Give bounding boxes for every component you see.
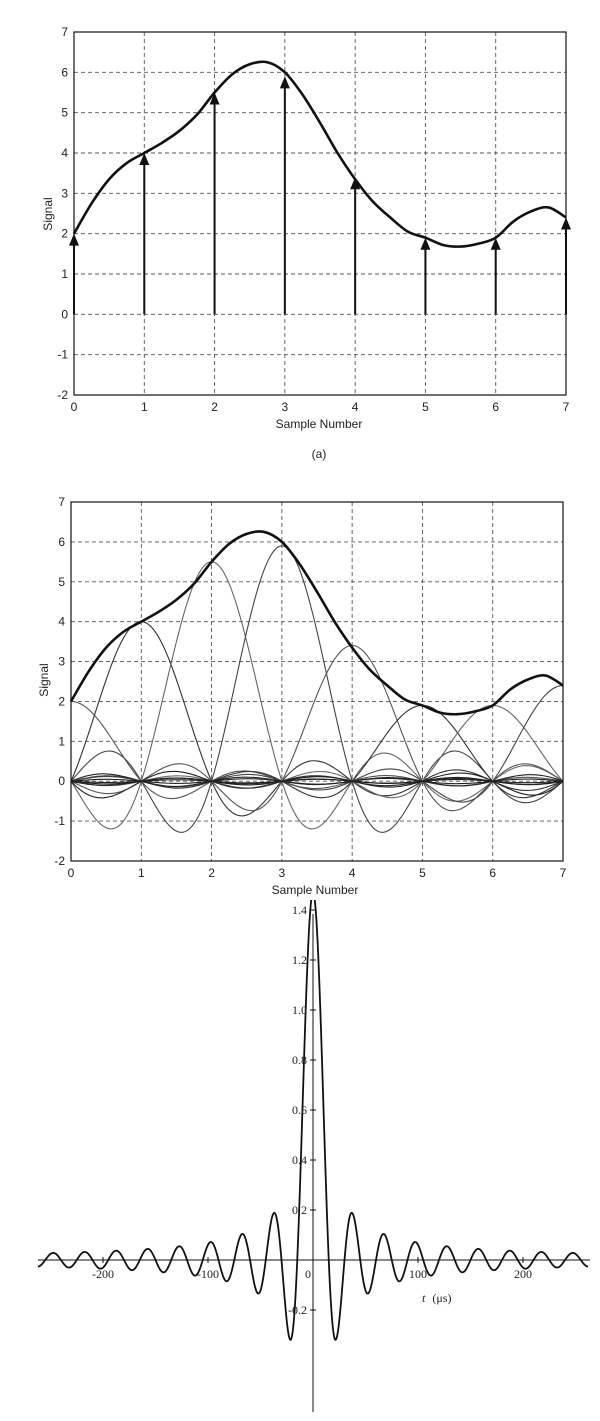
chart1-grid	[74, 32, 566, 395]
t-tick-label: -200	[92, 1267, 114, 1281]
chart2-x-axis-label: Sample Number	[271, 883, 359, 897]
y-tick-label: 6	[61, 65, 68, 80]
x-tick-label: 5	[422, 400, 429, 414]
amp-tick-label: 1.2	[292, 953, 307, 967]
chart-sinc-time	[0, 900, 600, 1421]
amp-tick-label: 0.2	[292, 1203, 307, 1217]
y-tick-label: 2	[61, 226, 68, 241]
sample-arrowhead	[280, 76, 290, 88]
amp-tick-label: 1.0	[292, 1003, 307, 1017]
y-tick-label: -1	[54, 814, 65, 829]
y-tick-label: 4	[61, 146, 68, 160]
amp-tick-label: 0.8	[292, 1053, 307, 1067]
chart-sampled-signal	[0, 0, 600, 470]
chart1-y-ticks	[57, 25, 68, 402]
t-tick-label: 0	[305, 1267, 311, 1281]
x-tick-label: 0	[67, 866, 75, 880]
x-tick-label: 4	[348, 866, 356, 880]
t-tick-label: 200	[514, 1267, 532, 1281]
x-tick-label: 2	[208, 866, 215, 880]
x-tick-label: 6	[492, 400, 500, 414]
x-tick-label: 7	[559, 866, 567, 880]
chart2-y-ticks	[54, 495, 65, 868]
y-tick-label: 7	[58, 495, 65, 509]
chart3-x-axis-label-unit: (μs)	[432, 1291, 452, 1305]
y-tick-label: -2	[54, 854, 65, 868]
x-tick-label: 1	[140, 400, 148, 414]
chart2-grid	[71, 502, 563, 861]
x-tick-label: 4	[351, 400, 359, 414]
y-tick-label: 7	[61, 25, 68, 39]
chart1-reconstructed-curve	[74, 62, 566, 247]
chart1-x-ticks	[71, 400, 570, 414]
x-tick-label: 2	[211, 400, 218, 414]
amp-tick-label: 1.4	[292, 903, 307, 917]
chart3-x-axis-label	[422, 1291, 451, 1305]
y-tick-label: -1	[57, 347, 68, 362]
amp-tick-label: 0.4	[292, 1153, 307, 1167]
x-tick-label: 1	[137, 866, 145, 880]
chart2-y-axis-label: Signal	[37, 663, 51, 697]
x-tick-label: 3	[281, 400, 289, 414]
y-tick-label: 0	[58, 774, 65, 789]
t-tick-label: -100	[197, 1267, 219, 1281]
amp-tick-label: -0.2	[288, 1303, 307, 1317]
chart1-y-axis-label: Signal	[41, 197, 55, 231]
sinc-component	[71, 546, 563, 832]
x-tick-label: 7	[562, 400, 570, 414]
x-tick-label: 6	[489, 866, 497, 880]
y-tick-label: 1	[58, 734, 65, 749]
chart2-x-ticks	[68, 866, 567, 880]
chart3-x-axis-label-var: t	[422, 1291, 426, 1305]
amp-tick-label: 0.6	[292, 1103, 307, 1117]
chart2-sinc-components	[71, 546, 563, 832]
chart1-x-axis-label: Sample Number	[275, 417, 363, 431]
chart3-y-ticks	[288, 903, 316, 1317]
x-tick-label: 5	[419, 866, 426, 880]
y-tick-label: 3	[58, 654, 65, 669]
x-tick-label: 0	[70, 400, 78, 414]
chart2-plot-frame	[71, 502, 563, 861]
chart-sinc-reconstruction	[0, 480, 600, 900]
x-tick-label: 3	[278, 866, 286, 880]
y-tick-label: 2	[58, 694, 65, 709]
y-tick-label: 5	[58, 574, 65, 589]
y-tick-label: 4	[58, 614, 65, 629]
y-tick-label: 6	[58, 534, 65, 549]
y-tick-label: 0	[61, 307, 68, 322]
panel-a-label: (a)	[311, 447, 327, 461]
y-tick-label: 3	[61, 186, 68, 201]
y-tick-label: 5	[61, 105, 68, 120]
chart1-plot-frame	[74, 32, 566, 395]
y-tick-label: -2	[57, 388, 68, 402]
y-tick-label: 1	[61, 267, 68, 281]
t-tick-label: 100	[409, 1267, 427, 1281]
